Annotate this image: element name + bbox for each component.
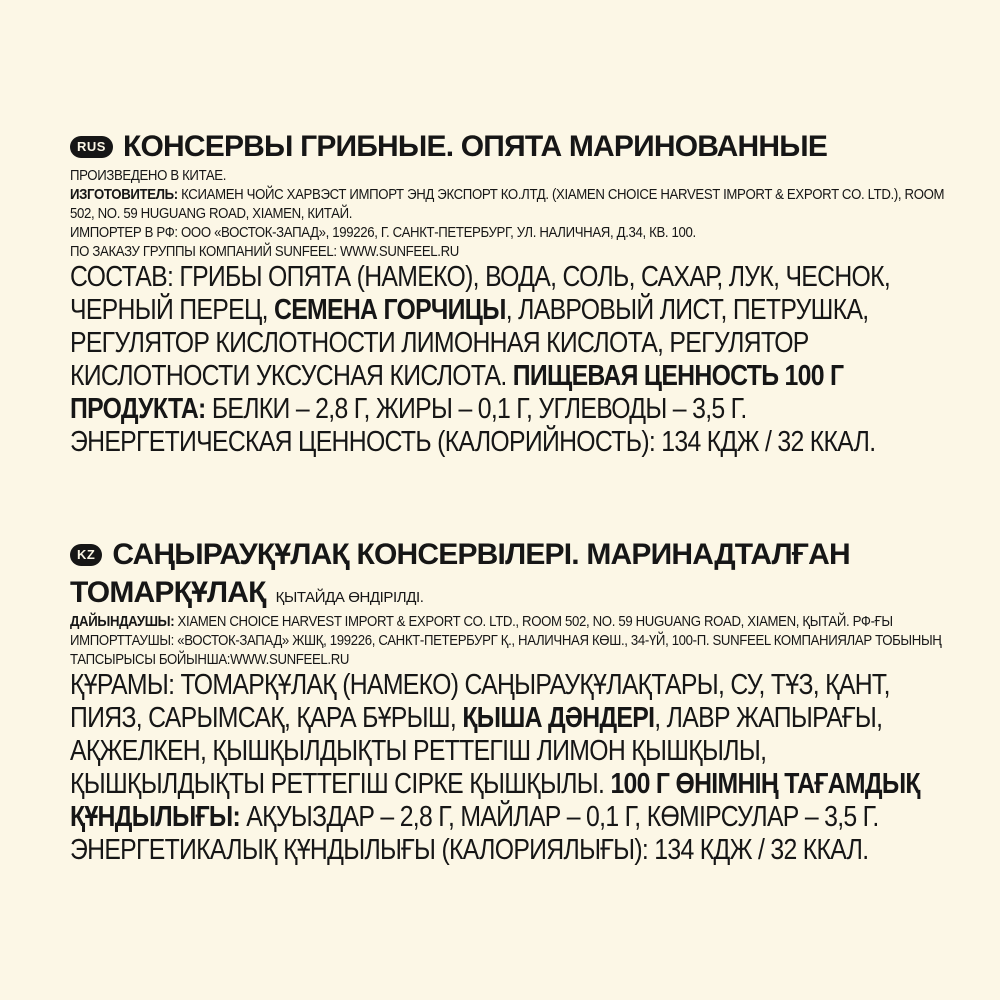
composition-text-b-ru: , ЛАВРОВЫЙ ЛИСТ, ПЕТРУШКА, РЕГУЛЯТОР КИСЛОТНОСТИ ЛИМОННАЯ КИСЛОТА, РЕГУЛЯТОР КИСЛОТНОСТИ УКСУСНАЯ КИСЛОТА. xyxy=(70,294,869,392)
manufacturer-text-kz: XIAMEN CHOICE HARVEST IMPORT & EXPORT CO. LTD., ROOM 502, NO. 59 HUGUANG ROAD, XIAMEN, ҚЫТАЙ. РФ-ҒЫ ИМПОРТТАУШЫ: «ВОСТОК-ЗАПАД» ЖШҚ, 199226, САНКТ-ПЕТЕРБУРГ Қ., НАЛИЧНАЯ КӨШ., 34-ҮЙ, 100-П. SUNFEEL КОМПАНИЯЛАР ТОБЫНЫҢ ТАПСЫРЫСЫ БОЙЫНША:WWW.SUNFEEL.RU xyxy=(70,613,942,668)
manufacturer-info-ru xyxy=(70,166,945,261)
product-title-kz-line1: САҢЫРАУҚҰЛАҚ КОНСЕРВІЛЕРІ. МАРИНАДТАЛҒАН xyxy=(112,538,850,571)
composition-kz xyxy=(70,669,950,867)
nutrition-label-ru: ПИЩЕВАЯ ЦЕННОСТЬ 100 Г ПРОДУКТА: xyxy=(70,360,844,425)
manufacturer-label-ru: ИЗГОТОВИТЕЛЬ: xyxy=(70,186,178,203)
manufacturer-ru xyxy=(70,185,945,223)
nutrition-label-kz: 100 Г ӨНІМНІҢ ТАҒАМДЫҚ ҚҰНДЫЛЫҒЫ: xyxy=(70,768,920,833)
order-ru: ПО ЗАКАЗУ ГРУППЫ КОМПАНИЙ SUNFEEL: WWW.SUNFEEL.RU xyxy=(70,243,459,260)
composition-ru xyxy=(70,261,950,459)
allergen-kz: ҚЫША ДӘНДЕРІ xyxy=(462,702,655,734)
product-title-kz-line2: ТОМАРҚҰЛАҚ xyxy=(70,576,266,609)
language-badge-kz: KZ xyxy=(70,544,102,566)
manufacturer-label-kz: ДАЙЫНДАУШЫ: xyxy=(70,613,175,630)
made-in-kz: ҚЫТАЙДА ӨНДІРІЛДІ. xyxy=(275,589,424,606)
composition-text-a-kz: ҚҰРАМЫ: ТОМАРҚҰЛАҚ (НАМЕКО) САҢЫРАУҚҰЛАҚТАРЫ, СУ, ТҰЗ, ҚАНТ, ПИЯЗ, САРЫМСАҚ, ҚАРА БҰРЫШ, xyxy=(70,669,890,734)
russian-section xyxy=(70,128,950,459)
nutrition-text-ru: БЕЛКИ – 2,8 Г, ЖИРЫ – 0,1 Г, УГЛЕВОДЫ – 3,5 Г. ЭНЕРГЕТИЧЕСКАЯ ЦЕННОСТЬ (КАЛОРИЙНОСТЬ): 134 КДЖ / 32 ККАЛ. xyxy=(70,393,876,458)
nutrition-text-kz: АҚУЫЗДАР – 2,8 Г, МАЙЛАР – 0,1 Г, КӨМІРСУЛАР – 3,5 Г. ЭНЕРГЕТИКАЛЫҚ ҚҰНДЫЛЫҒЫ (КАЛОРИЯЛЫҒЫ): 134 КДЖ / 32 ККАЛ. xyxy=(70,801,879,866)
kazakh-title-line2 xyxy=(70,574,950,612)
russian-title-row xyxy=(70,128,950,166)
language-badge-rus: RUS xyxy=(70,136,113,158)
composition-text-b-kz: , ЛАВР ЖАПЫРАҒЫ, АҚЖЕЛКЕН, ҚЫШҚЫЛДЫҚТЫ РЕТТЕГІШ ЛИМОН ҚЫШҚЫЛЫ, ҚЫШҚЫЛДЫҚТЫ РЕТТЕГІШ СІРКЕ ҚЫШҚЫЛЫ. xyxy=(70,702,883,800)
manufacturer-text-ru: КСИАМЕН ЧОЙС ХАРВЭСТ ИМПОРТ ЭНД ЭКСПОРТ КО.ЛТД. (XIAMEN CHOICE HARVEST IMPORT & EXPORT CO. LTD.), ROOM 502, NO. 59 HUGUANG ROAD, XIAMEN, КИТАЙ. xyxy=(70,186,945,222)
composition-text-a-ru: СОСТАВ: ГРИБЫ ОПЯТА (НАМЕКО), ВОДА, СОЛЬ, САХАР, ЛУК, ЧЕСНОК, ЧЕРНЫЙ ПЕРЕЦ, xyxy=(70,261,891,326)
importer-ru: ИМПОРТЕР В РФ: ООО «ВОСТОК-ЗАПАД», 199226, Г. САНКТ-ПЕТЕРБУРГ, УЛ. НАЛИЧНАЯ, Д.34, КВ. 100. xyxy=(70,224,696,241)
allergen-ru: СЕМЕНА ГОРЧИЦЫ xyxy=(273,294,506,326)
kazakh-section xyxy=(70,536,950,867)
product-title-ru: КОНСЕРВЫ ГРИБНЫЕ. ОПЯТА МАРИНОВАННЫЕ xyxy=(122,130,828,163)
made-in-ru: ПРОИЗВЕДЕНО В КИТАЕ. xyxy=(70,167,227,184)
manufacturer-info-kz xyxy=(70,612,945,669)
kazakh-title-row xyxy=(70,536,950,574)
